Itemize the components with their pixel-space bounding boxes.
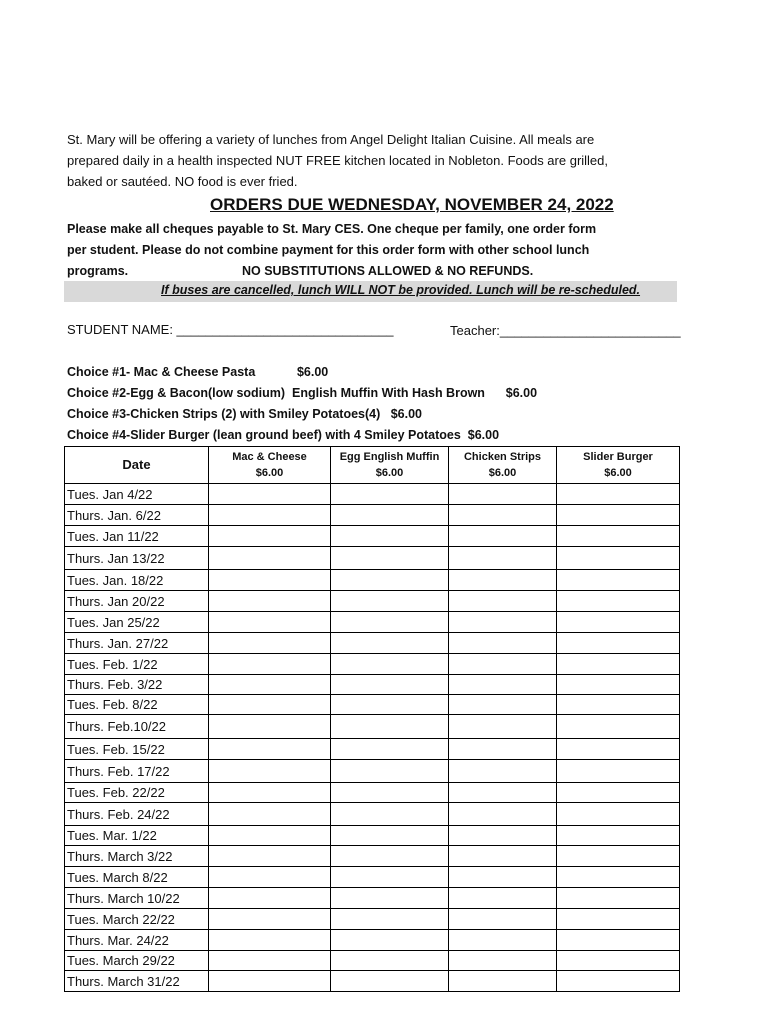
chicken-strips-order-cell[interactable]: [449, 909, 557, 930]
table-row: [65, 909, 680, 930]
slider-burger-order-cell[interactable]: [557, 484, 680, 505]
column-name: Mac & Cheese: [232, 451, 307, 463]
mac-cheese-order-cell[interactable]: [209, 526, 331, 547]
egg-muffin-order-cell[interactable]: [331, 803, 449, 826]
mac-cheese-order-cell[interactable]: [209, 971, 331, 992]
column-name: Egg English Muffin: [339, 451, 440, 463]
choice-3: Choice #3-Chicken Strips (2) with Smiley Potatoes(4) $6.00: [67, 407, 422, 421]
date-cell: Thurs. Jan. 27/22: [65, 633, 209, 654]
bus-cancellation-banner: [64, 281, 677, 302]
table-row: [65, 695, 680, 715]
egg-muffin-order-cell[interactable]: [331, 930, 449, 951]
egg-muffin-order-cell[interactable]: [331, 783, 449, 803]
mac-cheese-order-cell[interactable]: [209, 675, 331, 695]
chicken-strips-order-cell[interactable]: [449, 526, 557, 547]
slider-burger-order-cell[interactable]: [557, 760, 680, 783]
slider-burger-order-cell[interactable]: [557, 633, 680, 654]
slider-burger-order-cell[interactable]: [557, 951, 680, 971]
egg-muffin-order-cell[interactable]: [331, 846, 449, 867]
chicken-strips-order-cell[interactable]: [449, 826, 557, 846]
chicken-strips-order-cell[interactable]: [449, 971, 557, 992]
date-cell: Tues. Feb. 1/22: [65, 654, 209, 675]
column-price: $6.00: [604, 467, 632, 479]
chicken-strips-order-cell[interactable]: [449, 760, 557, 783]
table-row: [65, 505, 680, 526]
table-row: [65, 867, 680, 888]
egg-muffin-order-cell[interactable]: [331, 484, 449, 505]
mac-cheese-order-cell[interactable]: [209, 484, 331, 505]
notice-programs: programs.: [67, 264, 129, 278]
slider-burger-order-cell[interactable]: [557, 654, 680, 675]
mac-cheese-order-cell[interactable]: [209, 612, 331, 633]
slider-burger-order-cell[interactable]: [557, 888, 680, 909]
chicken-strips-order-cell[interactable]: [449, 695, 557, 715]
slider-burger-order-cell[interactable]: [557, 930, 680, 951]
intro-line: baked or sautéed. NO food is ever fried.: [67, 174, 298, 189]
date-cell: Tues. Feb. 15/22: [65, 739, 209, 760]
no-substitutions-notice: NO SUBSTITUTIONS ALLOWED & NO REFUNDS.: [242, 264, 534, 278]
chicken-strips-order-cell[interactable]: [449, 951, 557, 971]
table-row: [65, 803, 680, 826]
chicken-strips-order-cell[interactable]: [449, 570, 557, 591]
teacher-field[interactable]: Teacher:_________________________: [450, 323, 681, 338]
date-cell: Thurs. March 31/22: [65, 971, 209, 992]
slider-burger-order-cell[interactable]: [557, 867, 680, 888]
egg-muffin-order-cell[interactable]: [331, 505, 449, 526]
table-row: [65, 760, 680, 783]
slider-burger-order-cell[interactable]: [557, 591, 680, 612]
banner-text: If buses are cancelled, lunch WILL NOT be provided. Lunch will be re-scheduled.: [161, 283, 641, 297]
slider-burger-order-cell[interactable]: [557, 909, 680, 930]
choice-1: Choice #1- Mac & Cheese Pasta $6.00: [67, 365, 329, 379]
mac-cheese-order-cell[interactable]: [209, 633, 331, 654]
chicken-strips-order-cell[interactable]: [449, 654, 557, 675]
slider-burger-order-cell[interactable]: [557, 612, 680, 633]
mac-cheese-order-cell[interactable]: [209, 570, 331, 591]
table-row: [65, 888, 680, 909]
mac-cheese-order-cell[interactable]: [209, 846, 331, 867]
table-row: [65, 739, 680, 760]
egg-muffin-order-cell[interactable]: [331, 612, 449, 633]
notice-line: Please make all cheques payable to St. Mary CES. One cheque per family, one order form: [67, 222, 597, 236]
slider-burger-order-cell[interactable]: [557, 803, 680, 826]
mac-cheese-order-cell[interactable]: [209, 547, 331, 570]
mac-cheese-order-cell[interactable]: [209, 654, 331, 675]
column-name: Chicken Strips: [463, 451, 542, 463]
table-row: [65, 930, 680, 951]
mac-cheese-order-cell[interactable]: [209, 909, 331, 930]
intro-paragraph: [67, 129, 667, 192]
egg-muffin-order-cell[interactable]: [331, 867, 449, 888]
egg-muffin-order-cell[interactable]: [331, 715, 449, 739]
date-cell: Tues. March 22/22: [65, 909, 209, 930]
date-cell: Tues. Jan. 18/22: [65, 570, 209, 591]
table-row: [65, 547, 680, 570]
date-cell: Tues. Jan 4/22: [65, 484, 209, 505]
slider-burger-order-cell[interactable]: [557, 783, 680, 803]
egg-muffin-order-cell[interactable]: [331, 888, 449, 909]
mac-cheese-order-cell[interactable]: [209, 505, 331, 526]
payment-notice: [67, 219, 596, 282]
date-cell: Thurs. March 10/22: [65, 888, 209, 909]
date-cell: Tues. Jan 11/22: [65, 526, 209, 547]
table-row: [65, 591, 680, 612]
egg-muffin-order-cell[interactable]: [331, 591, 449, 612]
egg-muffin-order-cell[interactable]: [331, 570, 449, 591]
chicken-strips-order-cell[interactable]: [449, 715, 557, 739]
column-name: Slider Burger: [583, 451, 653, 463]
egg-muffin-order-cell[interactable]: [331, 675, 449, 695]
chicken-strips-order-cell[interactable]: [449, 505, 557, 526]
slider-burger-order-cell[interactable]: [557, 570, 680, 591]
column-price: $6.00: [255, 467, 284, 479]
mac-cheese-order-cell[interactable]: [209, 803, 331, 826]
chicken-strips-order-cell[interactable]: [449, 888, 557, 909]
chicken-strips-order-cell[interactable]: [449, 484, 557, 505]
table-row: [65, 675, 680, 695]
table-row: [65, 951, 680, 971]
mac-cheese-order-cell[interactable]: [209, 695, 331, 715]
mac-cheese-order-cell[interactable]: [209, 888, 331, 909]
slider-burger-order-cell[interactable]: [557, 695, 680, 715]
chicken-strips-column-header: [449, 447, 557, 484]
slider-burger-order-cell[interactable]: [557, 826, 680, 846]
notice-line: per student. Please do not combine payment for this order form with other school lunch: [67, 243, 590, 257]
slider-burger-order-cell[interactable]: [557, 846, 680, 867]
date-cell: Thurs. Feb. 3/22: [65, 675, 209, 695]
table-row: [65, 570, 680, 591]
order-table: [64, 446, 680, 992]
mac-cheese-order-cell[interactable]: [209, 930, 331, 951]
egg-muffin-order-cell[interactable]: [331, 760, 449, 783]
table-row: [65, 715, 680, 739]
mac-cheese-order-cell[interactable]: [209, 715, 331, 739]
meal-choices: [67, 362, 537, 446]
date-cell: Tues. March 29/22: [65, 951, 209, 971]
table-header-row: [65, 447, 680, 484]
date-column-header: Date: [65, 447, 209, 484]
chicken-strips-order-cell[interactable]: [449, 930, 557, 951]
egg-muffin-order-cell[interactable]: [331, 826, 449, 846]
date-cell: Tues. Mar. 1/22: [65, 826, 209, 846]
table-row: [65, 826, 680, 846]
date-cell: Thurs. Jan 20/22: [65, 591, 209, 612]
column-price: $6.00: [375, 467, 404, 479]
slider-burger-order-cell[interactable]: [557, 526, 680, 547]
chicken-strips-order-cell[interactable]: [449, 846, 557, 867]
choice-4: Choice #4-Slider Burger (lean ground beef) with 4 Smiley Potatoes $6.00: [67, 428, 500, 442]
mac-cheese-order-cell[interactable]: [209, 826, 331, 846]
table-row: [65, 612, 680, 633]
date-cell: Tues. March 8/22: [65, 867, 209, 888]
chicken-strips-order-cell[interactable]: [449, 783, 557, 803]
mac-cheese-order-cell[interactable]: [209, 783, 331, 803]
egg-muffin-order-cell[interactable]: [331, 547, 449, 570]
date-cell: Thurs. March 3/22: [65, 846, 209, 867]
slider-burger-order-cell[interactable]: [557, 715, 680, 739]
chicken-strips-order-cell[interactable]: [449, 803, 557, 826]
table-row: [65, 484, 680, 505]
egg-muffin-order-cell[interactable]: [331, 971, 449, 992]
mac-cheese-column-header: [209, 447, 331, 484]
date-cell: Tues. Jan 25/22: [65, 612, 209, 633]
mac-cheese-order-cell[interactable]: [209, 739, 331, 760]
chicken-strips-order-cell[interactable]: [449, 675, 557, 695]
date-cell: Thurs. Feb.10/22: [65, 715, 209, 739]
date-cell: Thurs. Feb. 17/22: [65, 760, 209, 783]
table-row: [65, 654, 680, 675]
chicken-strips-order-cell[interactable]: [449, 633, 557, 654]
choice-2: Choice #2-Egg & Bacon(low sodium) English Muffin With Hash Brown $6.00: [67, 386, 538, 400]
intro-line: prepared daily in a health inspected NUT FREE kitchen located in Nobleton. Foods are grilled,: [67, 153, 609, 168]
egg-muffin-order-cell[interactable]: [331, 633, 449, 654]
date-cell: Thurs. Feb. 24/22: [65, 803, 209, 826]
chicken-strips-order-cell[interactable]: [449, 547, 557, 570]
table-row: [65, 783, 680, 803]
mac-cheese-order-cell[interactable]: [209, 760, 331, 783]
chicken-strips-order-cell[interactable]: [449, 739, 557, 760]
column-price: $6.00: [488, 467, 517, 479]
date-cell: Thurs. Jan 13/22: [65, 547, 209, 570]
egg-muffin-column-header: [331, 447, 449, 484]
mac-cheese-order-cell[interactable]: [209, 951, 331, 971]
chicken-strips-order-cell[interactable]: [449, 612, 557, 633]
slider-burger-order-cell[interactable]: [557, 547, 680, 570]
egg-muffin-order-cell[interactable]: [331, 695, 449, 715]
egg-muffin-order-cell[interactable]: [331, 951, 449, 971]
table-row: [65, 846, 680, 867]
orders-due-heading: ORDERS DUE WEDNESDAY, NOVEMBER 24, 2022: [210, 195, 614, 214]
chicken-strips-order-cell[interactable]: [449, 867, 557, 888]
slider-burger-order-cell[interactable]: [557, 675, 680, 695]
date-cell: Tues. Feb. 8/22: [65, 695, 209, 715]
slider-burger-column-header: [557, 447, 680, 484]
egg-muffin-order-cell[interactable]: [331, 739, 449, 760]
slider-burger-order-cell[interactable]: [557, 505, 680, 526]
mac-cheese-order-cell[interactable]: [209, 591, 331, 612]
egg-muffin-order-cell[interactable]: [331, 654, 449, 675]
egg-muffin-order-cell[interactable]: [331, 909, 449, 930]
table-row: [65, 633, 680, 654]
table-row: [65, 971, 680, 992]
date-cell: Thurs. Jan. 6/22: [65, 505, 209, 526]
slider-burger-order-cell[interactable]: [557, 739, 680, 760]
intro-line: St. Mary will be offering a variety of lunches from Angel Delight Italian Cuisine. All meals are: [67, 132, 595, 147]
date-cell: Tues. Feb. 22/22: [65, 783, 209, 803]
student-name-field[interactable]: STUDENT NAME: ______________________________: [67, 322, 394, 337]
chicken-strips-order-cell[interactable]: [449, 591, 557, 612]
table-row: [65, 526, 680, 547]
slider-burger-order-cell[interactable]: [557, 971, 680, 992]
date-cell: Thurs. Mar. 24/22: [65, 930, 209, 951]
notice-line-3: [67, 261, 596, 282]
egg-muffin-order-cell[interactable]: [331, 526, 449, 547]
mac-cheese-order-cell[interactable]: [209, 867, 331, 888]
